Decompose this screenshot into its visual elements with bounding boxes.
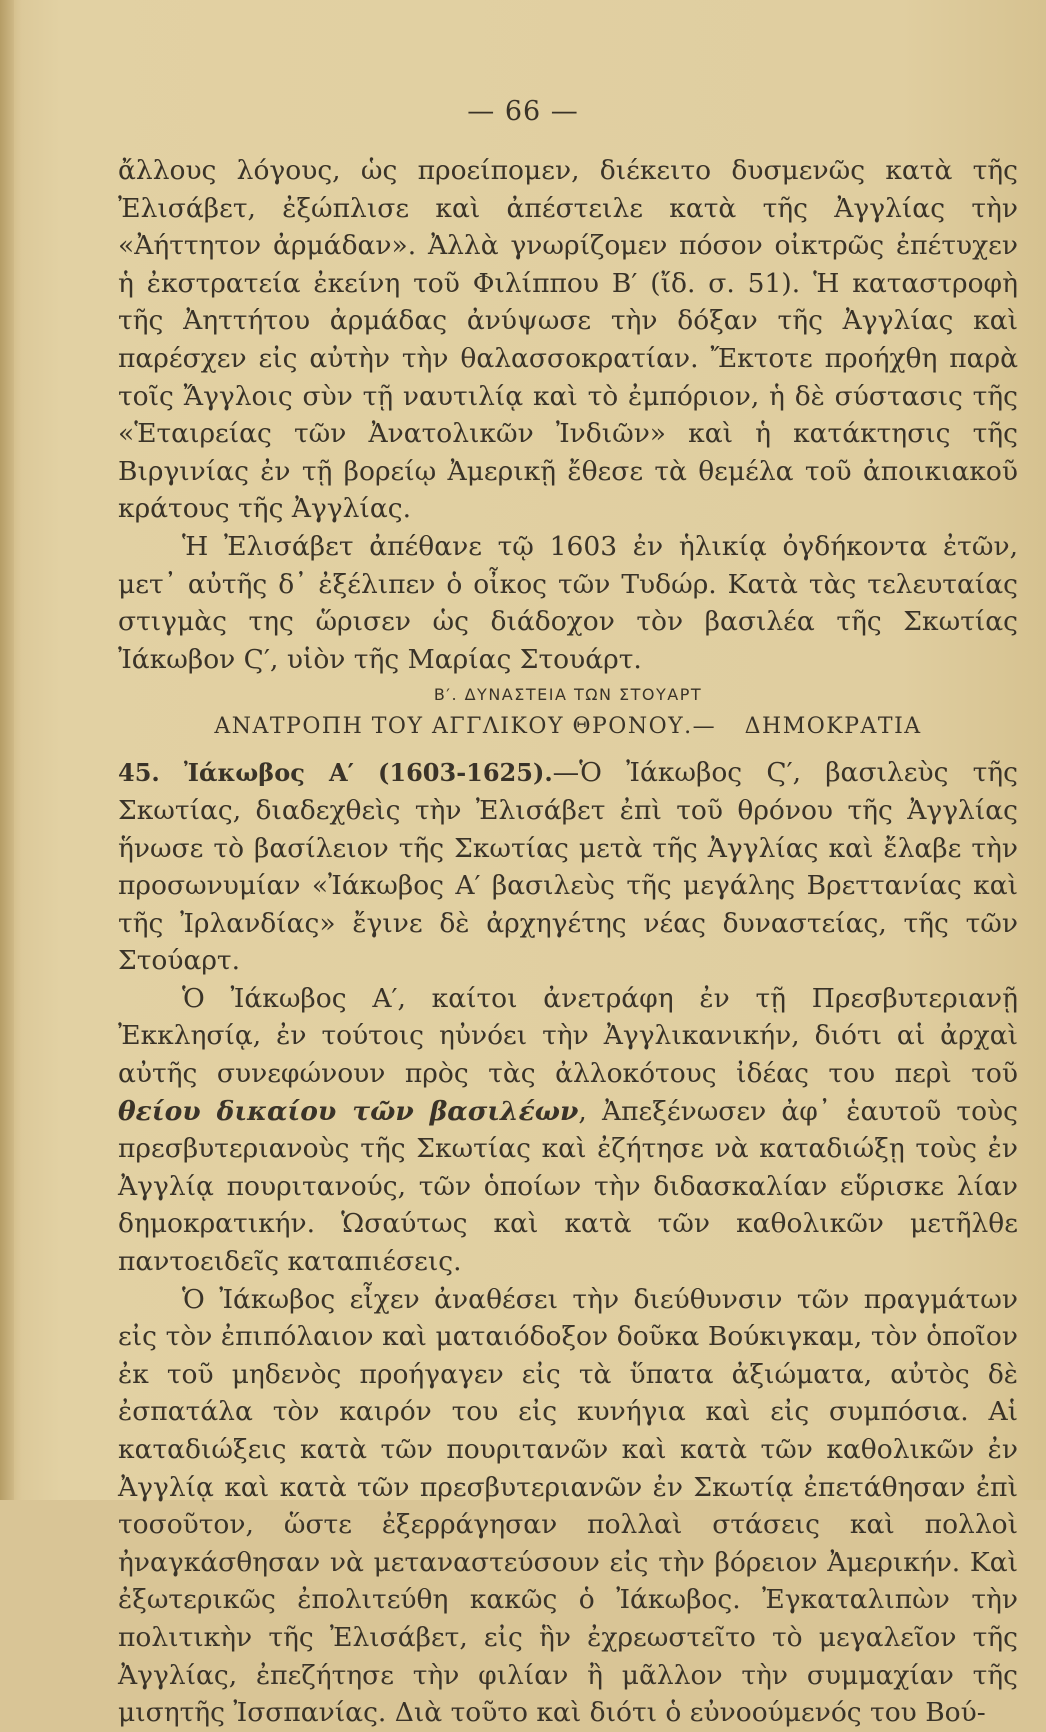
paragraph-45-text: —Ὁ Ἰάκωβος Ϛ′, βασιλεὺς τῆς Σκωτίας, διαδεχθεὶς τὴν Ἐλισάβετ ἐπὶ τοῦ θρόνου τῆς Ἀγγλίας ἥνωσε τὸ βασίλειον τῆς Σκωτίας μετὰ τῆς Ἀγγλίας καὶ ἔλαβε τὴν προσωνυμίαν «Ἰάκωβος Α′ βασιλεὺς τῆς μεγάλης Βρεττανίας καὶ τῆς Ἰρλανδίας» ἔγινε δὲ ἀρχηγέτης νέας δυναστείας, τῆς τῶν Στούαρτ.: [118, 757, 1018, 977]
paragraph-armada: ἄλλους λόγους, ὡς προείπομεν, διέκειτο δυσμενῶς κατὰ τῆς Ἐλισάβετ, ἐξώπλισε καὶ ἀπέστειλε κατὰ τῆς Ἀγγλίας τὴν «Ἀήττητον ἀρμάδαν». Ἀλλὰ γνωρίζομεν πόσον οἰκτρῶς ἐπέτυχεν ἡ ἐκστρατεία ἐκείνη τοῦ Φιλίππου Β′ (ἴδ. σ. 51). Ἡ καταστροφὴ τῆς Ἀηττήτου ἀρμάδας ἀνύψωσε τὴν δόξαν τῆς Ἀγγλίας καὶ παρέσχεν εἰς αὐτὴν τὴν θαλασσοκρατίαν. Ἔκτοτε προήχθη παρὰ τοῖς Ἄγγλοις σὺν τῇ ναυτιλίᾳ καὶ τὸ ἐμπόριον, ἡ δὲ σύστασις τῆς «Ἑταιρείας τῶν Ἀνατολικῶν Ἰνδιῶν» καὶ ἡ κατάκτησις τῆς Βιργινίας ἐν τῇ βορείῳ Ἀμερικῇ ἔθεσε τὰ θεμέλα τοῦ ἀποικιακοῦ κράτους τῆς Ἀγγλίας.: [118, 155, 1018, 525]
page-fold-shadow: [0, 0, 14, 1500]
page-number: — 66 —: [467, 96, 579, 127]
section-title-left: ΑΝΑΤΡΟΠΗ ΤΟΥ ΑΓΓΛΙΚΟΥ ΘΡΟΝΟΥ.—: [214, 714, 717, 740]
paragraph-elizabeth-death: Ἡ Ἐλισάβετ ἀπέθανε τῷ 1603 ἐν ἡλικίᾳ ὀγδήκοντα ἐτῶν, μετ᾽ αὐτῆς δ᾽ ἐξέλιπεν ὁ οἶκος τῶν Τυδώρ. Κατὰ τὰς τελευταίας στιγμὰς της ὥρισεν ὡς διάδοχον τὸν βασιλέα τῆς Σκωτίας Ἰάκωβον Ϛ′, υἱὸν τῆς Μαρίας Στουάρτ.: [118, 530, 1018, 675]
paragraph-james-church-end: , Ἀπεξένωσεν ἀφ᾽ ἑαυτοῦ τοὺς πρεσβυτεριανοὺς τῆς Σκωτίας καὶ ἐζήτησε νὰ καταδιώξῃ τοὺς ἐν Ἀγγλίᾳ πουριτανούς, τῶν ὁποίων τὴν διδασκαλίαν εὕρισκε λίαν δημοκρατικήν. Ὡσαύτως καὶ κατὰ τῶν καθολικῶν μετῆλθε παντοειδεῖς καταπιέσεις.: [118, 1095, 1018, 1278]
paragraph-45: [118, 754, 1018, 980]
paragraph-james-church-start: Ὁ Ἰάκωβος Α′, καίτοι ἀνετράφη ἐν τῇ Πρεσβυτεριανῇ Ἐκκλησίᾳ, ἐν τούτοις ηὐνόει τὴν Ἀγγλικανικήν, διότι αἱ ἀρχαὶ αὐτῆς συνεφώνουν πρὸς τὰς ἀλλοκότους ἰδέας του περὶ τοῦ: [118, 982, 1018, 1090]
dynasty-heading: Β′. ΔΥΝΑΣΤΕΙΑ ΤΩΝ ΣΤΟΥΑΡΤ: [433, 685, 703, 705]
page-content: [118, 152, 1018, 1732]
paragraph-45-heading: 45. Ἰάκωβος Α′ (1603-1625).: [118, 758, 553, 788]
divine-right-emphasis: θείου δικαίου τῶν βασιλέων: [118, 1095, 579, 1127]
section-title: [118, 710, 1018, 744]
paragraph-buckingham: Ὁ Ἰάκωβος εἶχεν ἀναθέσει τὴν διεύθυνσιν τῶν πραγμάτων εἰς τὸν ἐπιπόλαιον καὶ ματαιόδοξον δοῦκα Βούκιγκαμ, τὸν ὁποῖον ἐκ τοῦ μηδενὸς προήγαγεν εἰς τὰ ὕπατα ἀξιώματα, αὐτὸς δὲ ἐσπατάλα τὸν καιρόν του εἰς κυνήγια καὶ εἰς συμπόσια. Αἱ καταδιώξεις κατὰ τῶν πουριτανῶν καὶ κατὰ τῶν καθολικῶν ἐν Ἀγγλίᾳ καὶ κατὰ τῶν πρεσβυτεριανῶν ἐν Σκωτίᾳ ἐπετάθησαν ἐπὶ τοσοῦτον, ὥστε ἐξερράγησαν πολλαὶ στάσεις καὶ πολλοὶ ἠναγκάσθησαν νὰ μεταναστεύσουν εἰς τὴν βόρειον Ἀμερικήν. Καὶ ἐξωτερικῶς ἐπολιτεύθη κακῶς ὁ Ἰάκωβος. Ἐγκαταλιπὼν τὴν πολιτικὴν τῆς Ἐλισάβετ, εἰς ἣν ἐχρεωστεῖτο τὸ μεγαλεῖον τῆς Ἀγγλίας, ἐπεζήτησε τὴν φιλίαν ἢ μᾶλλον τὴν συμμαχίαν τῆς μισητῆς Ἰσσπανίας. Διὰ τοῦτο καὶ διότι ὁ εὐνοούμενός του Βού-: [118, 1283, 1018, 1729]
paragraph-james-church: [118, 980, 1018, 1281]
section-title-right: ΔΗΜΟΚΡΑΤΙΑ: [744, 714, 922, 740]
